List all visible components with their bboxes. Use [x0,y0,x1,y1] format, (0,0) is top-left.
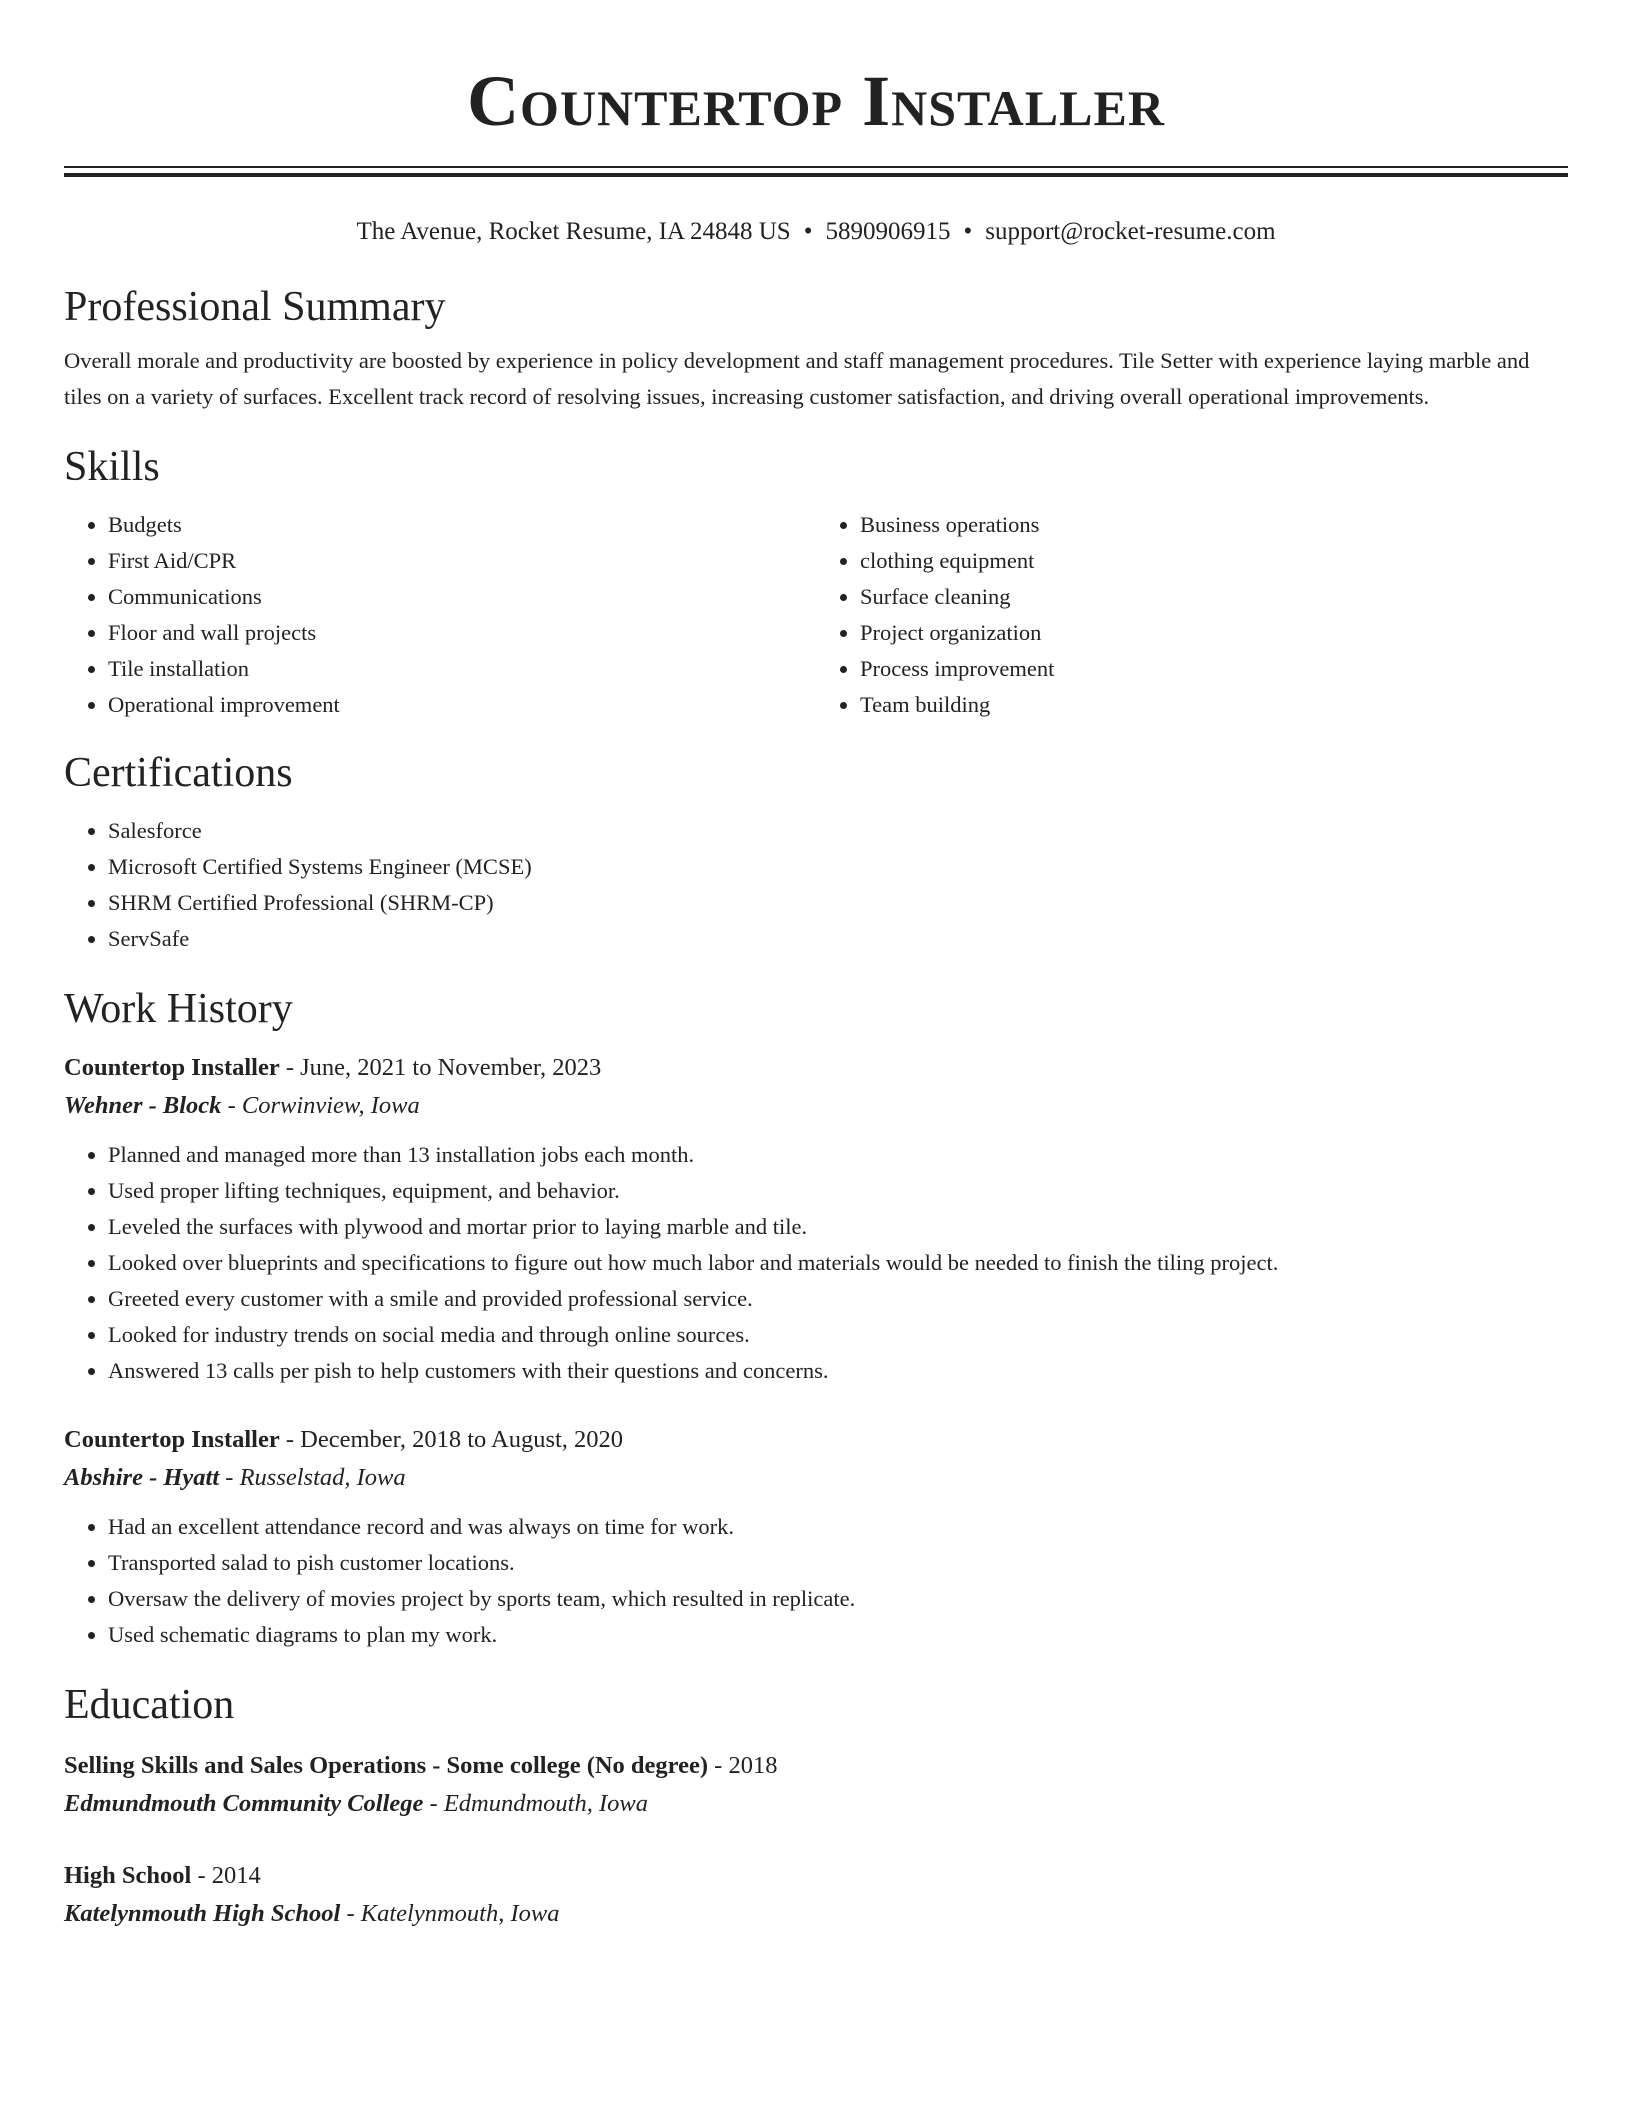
certifications-list [64,813,1568,957]
skill-item: • Operational improvement [108,687,816,723]
skill-item: • Process improvement [860,651,1568,687]
job-bullet: • Leveled the surfaces with plywood and mortar prior to laying marble and tile. [108,1209,1568,1245]
education-entry [64,1747,1568,1823]
education-heading: Education [64,1682,235,1728]
education-school: Edmundmouth Community College [64,1790,424,1817]
skill-item: • Tile installation [108,651,816,687]
job-entry [64,1421,1568,1653]
education-year: - 2014 [191,1862,261,1889]
skills-list-left [64,507,816,723]
job-bullets [64,1137,1568,1389]
job-location: - Russelstad, Iowa [219,1464,406,1491]
job-bullet: • Oversaw the delivery of movies project by sports team, which resulted in replicate. [108,1581,1568,1617]
certification-item: • ServSafe [108,921,1568,957]
certifications-heading: Certifications [64,750,293,796]
job-bullet: • Transported salad to pish customer locations. [108,1545,1568,1581]
skill-item: • Project organization [860,615,1568,651]
contact-email: support@rocket-resume.com [985,218,1276,245]
skill-item: • clothing equipment [860,543,1568,579]
contact-separator: • [803,218,813,245]
job-company: Abshire - Hyatt [64,1464,220,1491]
work-history-section [64,983,1568,1653]
job-bullets [64,1509,1568,1653]
job-bullet: • Answered 13 calls per pish to help customers with their questions and concerns. [108,1353,1568,1389]
education-entry [64,1857,1568,1933]
contact-line [64,215,1568,249]
job-bullet: • Greeted every customer with a smile and provided professional service. [108,1281,1568,1317]
job-company: Wehner - Block [64,1092,222,1119]
job-bullet: • Used proper lifting techniques, equipment, and behavior. [108,1173,1568,1209]
education-school-line [64,1895,1568,1933]
skill-item: • Team building [860,687,1568,723]
skill-item: • Communications [108,579,816,615]
skill-item: • Budgets [108,507,816,543]
job-bullet: • Used schematic diagrams to plan my work. [108,1617,1568,1653]
education-year: - 2018 [708,1752,778,1779]
job-company-line [64,1087,1568,1125]
job-bullet: • Had an excellent attendance record and was always on time for work. [108,1509,1568,1545]
skill-item: • First Aid/CPR [108,543,816,579]
education-degree-line [64,1857,1568,1895]
education-degree: High School [64,1862,192,1889]
resume-name: Countertop Installer [467,61,1165,141]
summary-heading: Professional Summary [64,284,446,330]
job-bullet: • Looked over blueprints and specifications to figure out how much labor and materials would be needed to finish the tiling project. [108,1245,1568,1281]
certification-item: • Microsoft Certified Systems Engineer (MCSE) [108,849,1568,885]
education-school-line [64,1785,1568,1823]
certifications-section [64,747,1568,957]
job-title: Countertop Installer [64,1054,280,1081]
summary-section [64,281,1568,415]
skills-heading: Skills [64,444,160,490]
skill-item: • Business operations [860,507,1568,543]
job-title-line [64,1421,1568,1459]
contact-phone: 5890906915 [825,218,951,245]
education-degree-line [64,1747,1568,1785]
education-school: Katelynmouth High School [64,1900,341,1927]
job-bullet: • Planned and managed more than 13 installation jobs each month. [108,1137,1568,1173]
education-location: - Katelynmouth, Iowa [340,1900,560,1927]
job-dates: - June, 2021 to November, 2023 [279,1054,602,1081]
skills-list-right [816,507,1568,723]
certification-item: • SHRM Certified Professional (SHRM-CP) [108,885,1568,921]
education-location: - Edmundmouth, Iowa [423,1790,648,1817]
education-section [64,1679,1568,1933]
summary-text: Overall morale and productivity are boosted by experience in policy development and staff management procedures. Tile Setter with experience laying marble and tiles on a variety of surfaces. Excellent track record of resolving issues, increasing customer satisfaction, and driving overall operational improvements. [64,348,1530,409]
job-bullet: • Looked for industry trends on social media and through online sources. [108,1317,1568,1353]
job-dates: - December, 2018 to August, 2020 [279,1426,624,1453]
contact-address: The Avenue, Rocket Resume, IA 24848 US [356,218,791,245]
work-history-heading: Work History [64,986,293,1032]
job-title-line [64,1049,1568,1087]
contact-separator: • [963,218,973,245]
skill-item: • Floor and wall projects [108,615,816,651]
job-location: - Corwinview, Iowa [221,1092,420,1119]
education-degree: Selling Skills and Sales Operations - Some college (No degree) [64,1752,709,1779]
skills-section [64,441,1568,723]
job-entry [64,1049,1568,1389]
certification-item: • Salesforce [108,813,1568,849]
job-company-line [64,1459,1568,1497]
header-divider [64,166,1568,177]
skill-item: • Surface cleaning [860,579,1568,615]
job-title: Countertop Installer [64,1426,280,1453]
